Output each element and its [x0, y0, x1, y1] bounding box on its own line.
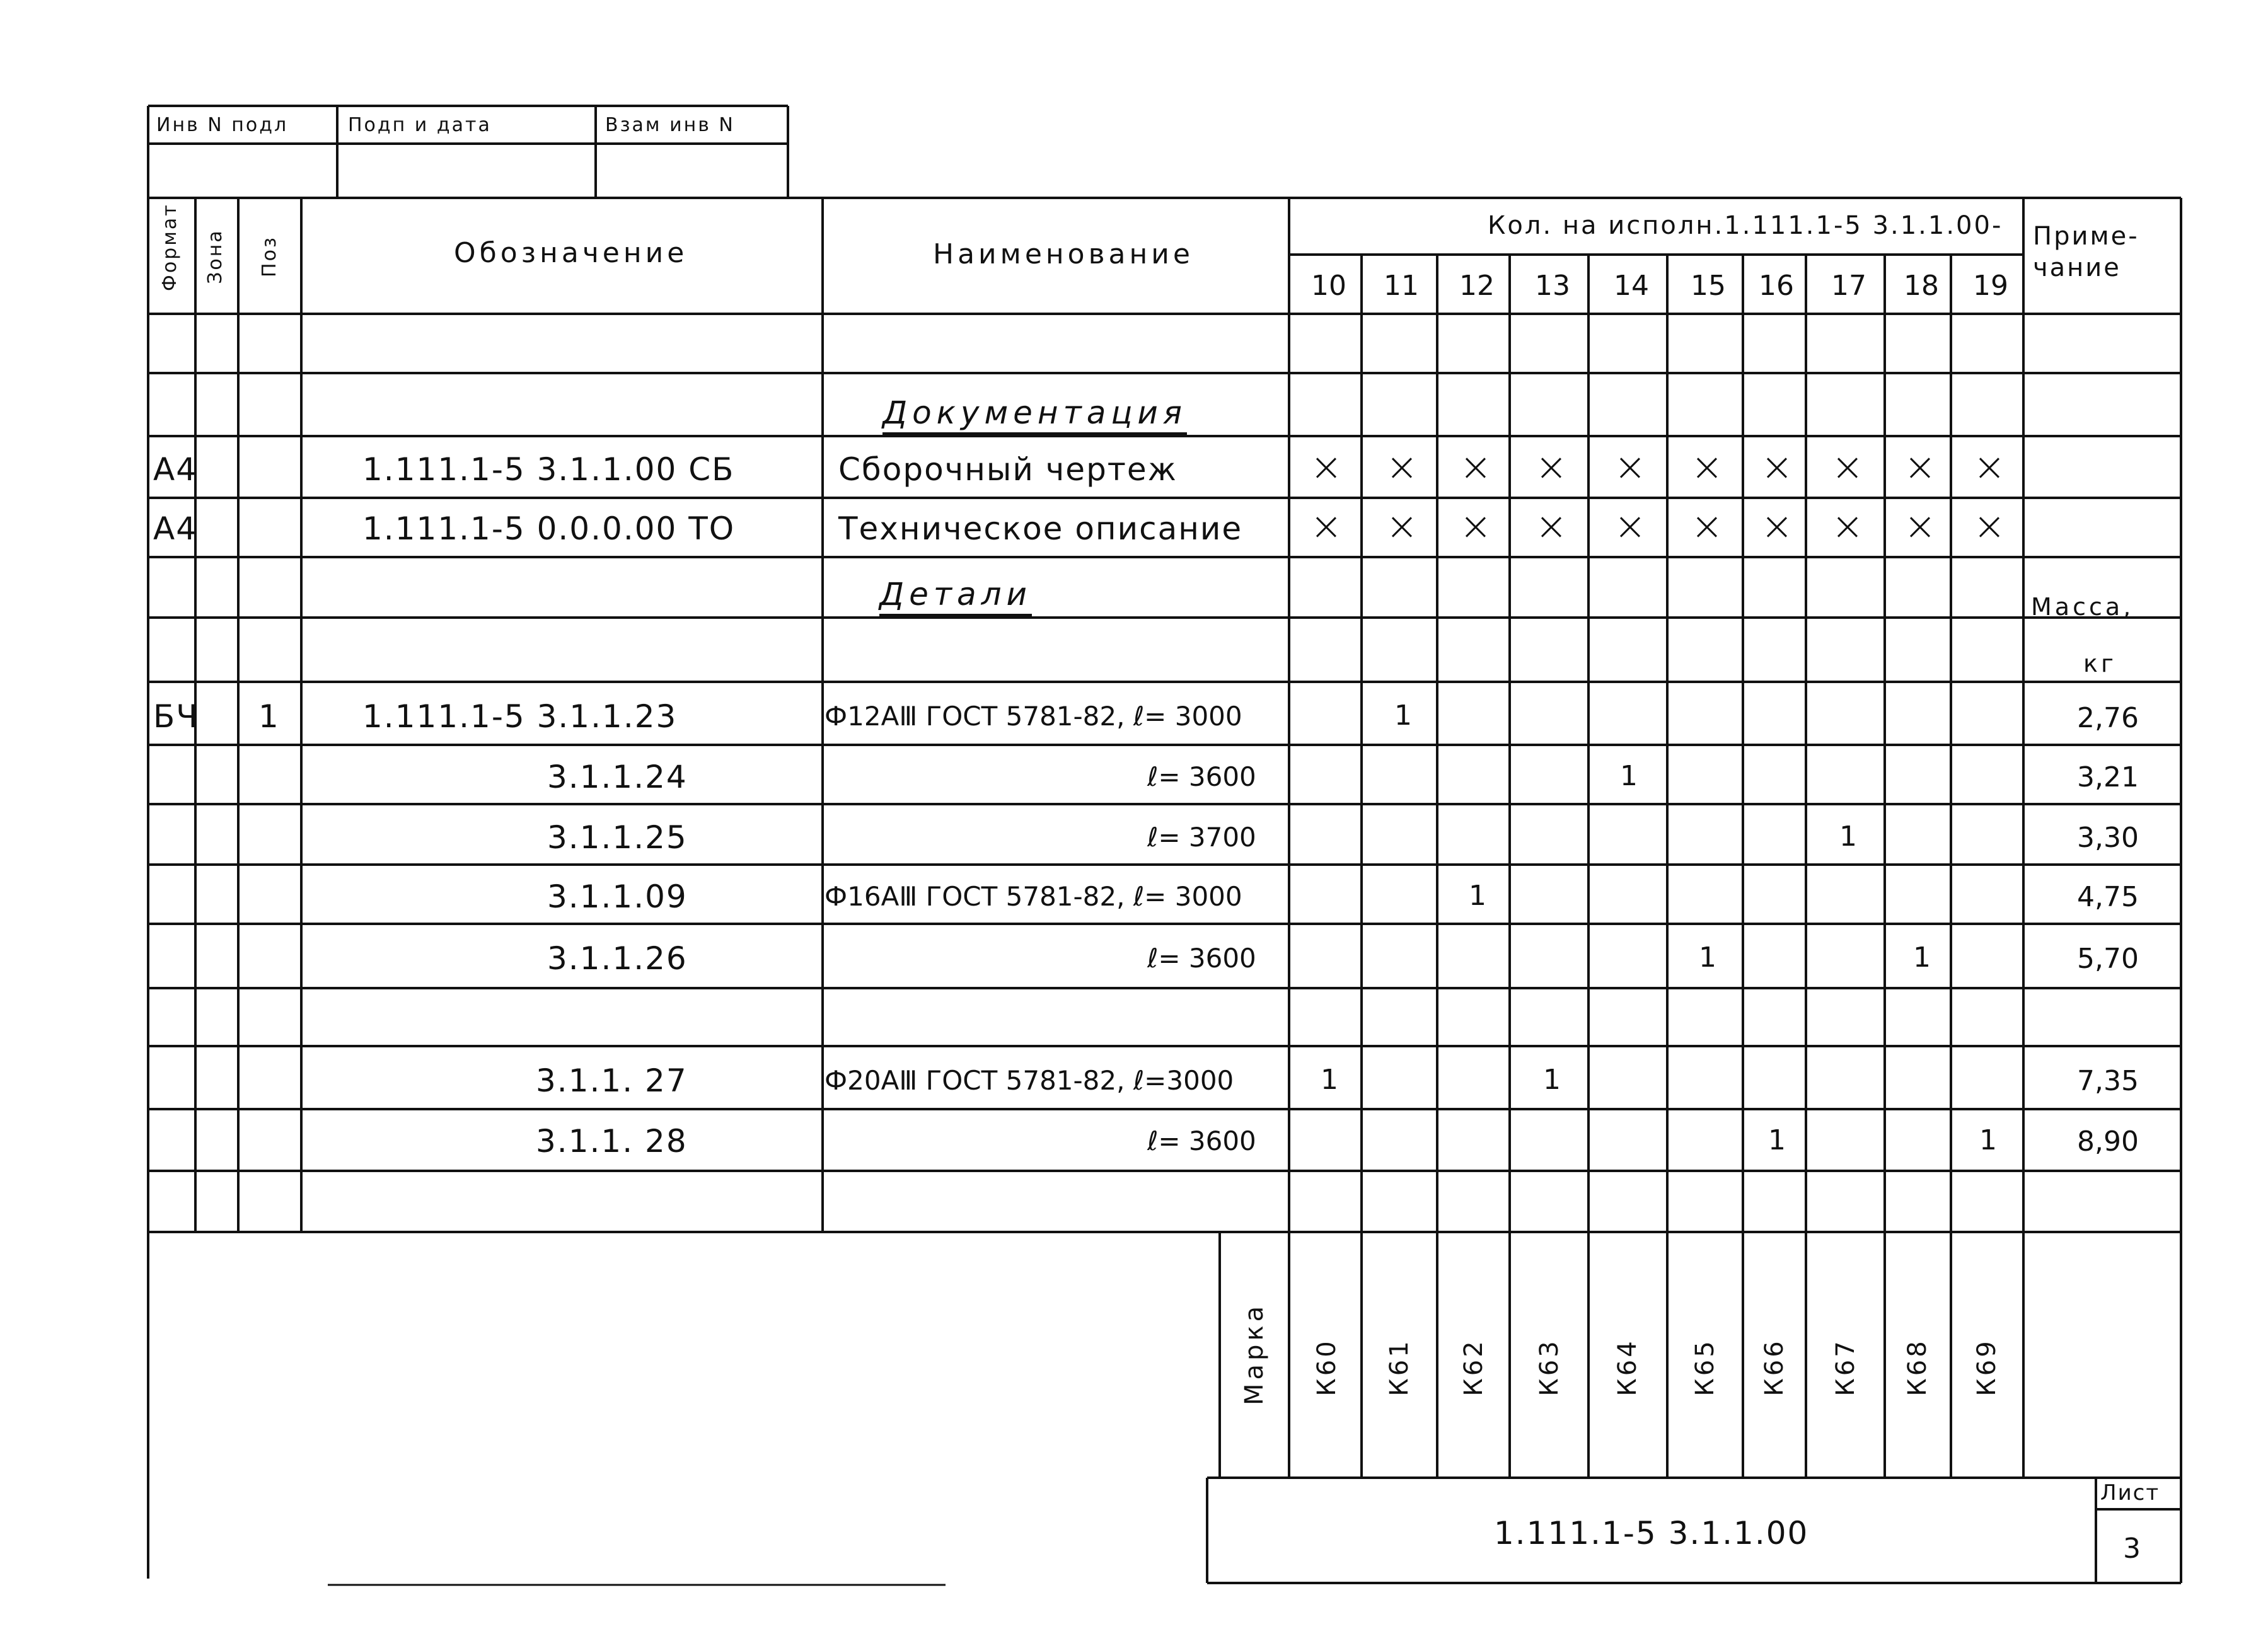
mark-cell: 1	[1620, 760, 1638, 792]
header-primechanie: Приме- чание	[2033, 222, 2139, 282]
mark-cell: ×	[1310, 503, 1343, 549]
mark-cell: ×	[1310, 444, 1343, 490]
row-mass: 4,75	[2077, 881, 2139, 913]
mark-cell: ×	[1386, 503, 1418, 549]
row-mass: 5,70	[2077, 943, 2139, 975]
variant-18: 18	[1904, 270, 1939, 302]
mark-cell: ×	[1691, 444, 1723, 490]
mark-cell: 1	[1543, 1064, 1561, 1096]
row-designation: 1.111.1-5 0.0.0.00 ТО	[362, 510, 736, 547]
row-name: ℓ= 3600	[1147, 943, 1256, 974]
sheet-label: Лист	[2100, 1480, 2160, 1505]
row-poz: 1	[258, 698, 280, 735]
row-name: ℓ= 3600	[1147, 1125, 1256, 1156]
mark-cell: ×	[1535, 444, 1568, 490]
row-mass: 3,30	[2077, 822, 2139, 854]
header-oboznachenie: Обозначение	[454, 237, 688, 269]
sheet-number: 3	[2123, 1533, 2141, 1565]
header-format: Формат	[159, 203, 181, 291]
mass-label-line1: Масса,	[2031, 593, 2134, 621]
variant-15: 15	[1691, 270, 1726, 302]
mark-cell: ×	[1614, 503, 1646, 549]
header-kol-title: Кол. на исполн.1.111.1-5 3.1.1.00-	[1488, 211, 2003, 240]
stamp-vzam-inv: Взам инв N	[605, 114, 735, 136]
mark-cell: 1	[1913, 941, 1931, 974]
mark-cell: 1	[1979, 1124, 1997, 1156]
row-name: ℓ= 3600	[1147, 761, 1256, 792]
stamp-inv-podl: Инв N подл	[156, 114, 289, 136]
title-block-code: 1.111.1-5 3.1.1.00	[1494, 1515, 1809, 1551]
mark-cell: ×	[1459, 444, 1492, 490]
marka-k65: К65	[1691, 1338, 1720, 1396]
row-name: Сборочный чертеж	[838, 451, 1177, 488]
mark-cell: ×	[1904, 444, 1936, 490]
variant-13: 13	[1535, 270, 1570, 302]
marka-k63: К63	[1535, 1338, 1564, 1396]
mark-cell: ×	[1831, 503, 1864, 549]
mark-cell: ×	[1761, 444, 1793, 490]
mark-cell: 1	[1699, 941, 1716, 974]
marka-k69: К69	[1972, 1338, 2001, 1396]
mark-cell: ×	[1973, 503, 2006, 549]
mark-cell: ×	[1973, 444, 2006, 490]
variant-12: 12	[1459, 270, 1495, 302]
variant-16: 16	[1759, 270, 1794, 302]
mark-cell: 1	[1321, 1064, 1338, 1096]
marka-k67: К67	[1831, 1338, 1860, 1396]
row-designation: 3.1.1.09	[547, 878, 688, 915]
mark-cell: ×	[1831, 444, 1864, 490]
row-mass: 8,90	[2077, 1125, 2139, 1158]
row-name: ℓ= 3700	[1147, 822, 1256, 853]
row-designation: 1.111.1-5 3.1.1.23	[362, 698, 678, 735]
variant-17: 17	[1831, 270, 1866, 302]
marka-k60: К60	[1312, 1338, 1341, 1396]
row-name: Ф12АⅢ ГОСТ 5781-82, ℓ= 3000	[824, 701, 1242, 732]
marka-k66: К66	[1760, 1338, 1789, 1396]
variant-10: 10	[1311, 270, 1346, 302]
row-mass: 7,35	[2077, 1065, 2139, 1097]
mark-cell: ×	[1459, 503, 1492, 549]
header-poz: Поз	[258, 236, 281, 277]
mark-cell: ×	[1386, 444, 1418, 490]
marka-k61: К61	[1385, 1338, 1414, 1396]
variant-14: 14	[1614, 270, 1649, 302]
row-format: А4	[153, 510, 198, 547]
mark-cell: 1	[1469, 880, 1486, 912]
mark-cell: ×	[1691, 503, 1723, 549]
marka-k62: К62	[1459, 1338, 1488, 1396]
stamp-podp-data: Подп и дата	[348, 114, 492, 136]
mark-cell: ×	[1904, 503, 1936, 549]
variant-19: 19	[1973, 270, 2008, 302]
mark-cell: ×	[1614, 444, 1646, 490]
header-zona: Зона	[204, 229, 226, 284]
mass-label-line2: кг	[2083, 650, 2117, 677]
section-documentation: Документация	[882, 397, 1187, 435]
mark-cell: 1	[1839, 820, 1857, 853]
row-designation: 3.1.1.26	[547, 940, 688, 977]
marka-label: Марка	[1240, 1302, 1269, 1405]
header-naimenovanie: Наименование	[933, 238, 1194, 270]
row-name: Техническое описание	[838, 510, 1243, 547]
variant-11: 11	[1384, 270, 1419, 302]
mark-cell: 1	[1768, 1124, 1786, 1156]
row-designation: 3.1.1.25	[547, 819, 688, 856]
row-designation: 1.111.1-5 3.1.1.00 СБ	[362, 451, 735, 488]
marka-k64: К64	[1613, 1338, 1642, 1396]
row-name: Ф16АⅢ ГОСТ 5781-82, ℓ= 3000	[824, 881, 1242, 912]
row-mass: 2,76	[2077, 702, 2139, 734]
row-mass: 3,21	[2077, 761, 2139, 793]
row-designation: 3.1.1. 28	[536, 1123, 688, 1160]
section-details: Детали	[879, 578, 1032, 616]
row-format: БЧ	[153, 698, 199, 735]
row-designation: 3.1.1.24	[547, 759, 688, 795]
mark-cell: ×	[1535, 503, 1568, 549]
mark-cell: ×	[1761, 503, 1793, 549]
marka-k68: К68	[1903, 1338, 1932, 1396]
row-format: А4	[153, 451, 198, 488]
mark-cell: 1	[1394, 699, 1412, 732]
row-name: Ф20АⅢ ГОСТ 5781-82, ℓ=3000	[824, 1065, 1234, 1096]
row-designation: 3.1.1. 27	[536, 1062, 688, 1099]
